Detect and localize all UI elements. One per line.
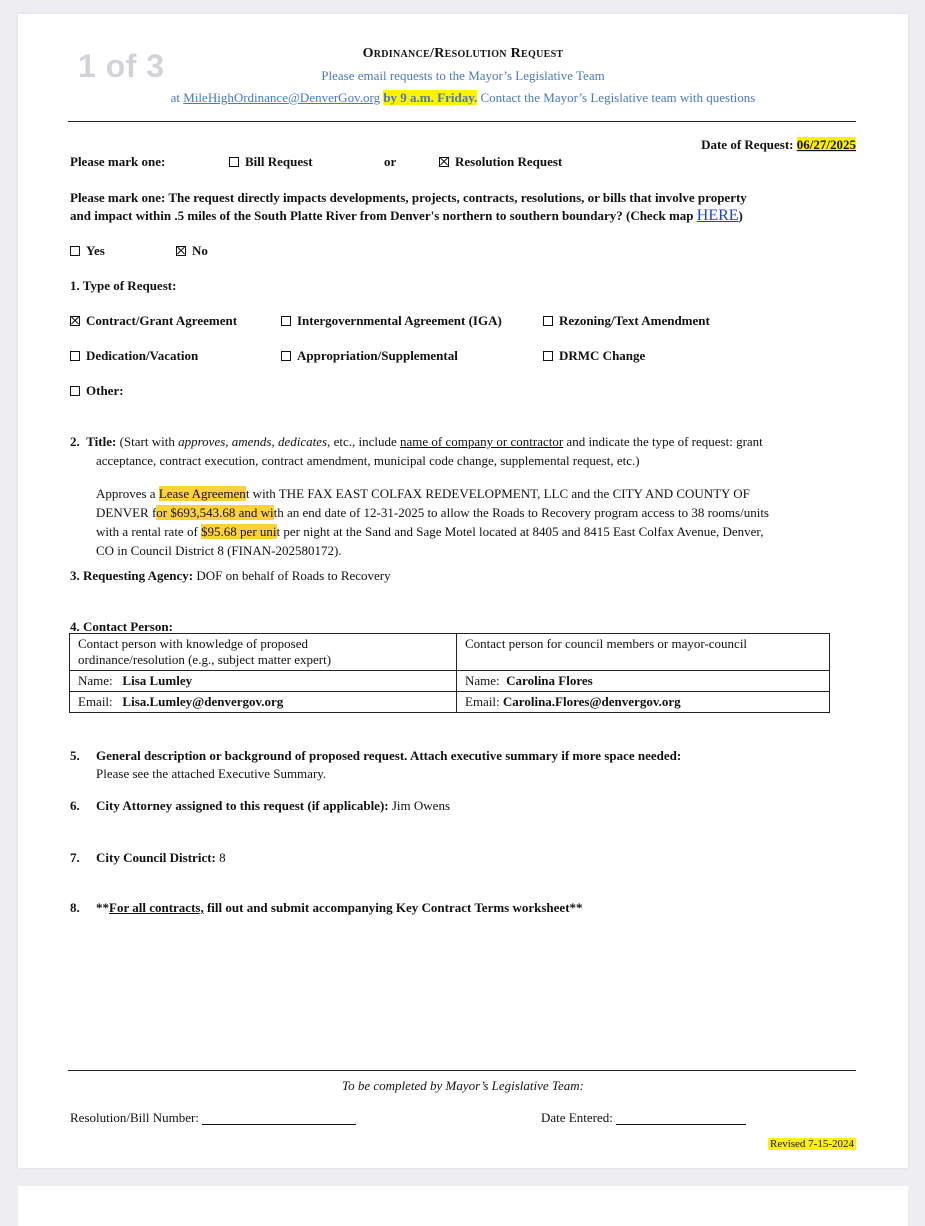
requesting-agency: 3. Requesting Agency: DOF on behalf of Roads to Recovery [70, 568, 391, 583]
council-contact-email[interactable]: Carolina.Flores@denvergov.org [502, 694, 681, 709]
date-entered-blank[interactable] [616, 1111, 746, 1125]
city-attorney-value: Jim Owens [391, 798, 451, 813]
requesting-agency-value: DOF on behalf of Roads to Recovery [196, 568, 391, 583]
lease-agreement-highlight: Lease Agreemen [158, 486, 246, 501]
title-instructions-line2: acceptance, contract execution, contract amendment, municipal code change, supplemental request, etc.) [96, 453, 640, 468]
sme-email[interactable]: Lisa.Lumley@denvergov.org [122, 694, 284, 709]
date-of-request-value[interactable]: 06/27/2025 [796, 137, 856, 152]
page-indicator: 1 of 3 [78, 48, 165, 84]
yes-checkbox[interactable] [70, 246, 80, 256]
deadline-text: by 9 a.m. Friday. [383, 90, 478, 105]
contract-grant-option[interactable]: Contract/Grant Agreement [70, 311, 237, 330]
rezoning-checkbox[interactable] [543, 316, 553, 326]
form-subtitle: Please email requests to the Mayor’s Legislative Team [321, 68, 605, 83]
date-entered-field: Date Entered: [541, 1108, 746, 1127]
drmc-option[interactable]: DRMC Change [543, 346, 645, 365]
other-option[interactable]: Other: [70, 381, 124, 400]
bill-request-option[interactable]: Bill Request [229, 152, 313, 171]
bill-request-checkbox[interactable] [229, 157, 239, 167]
date-of-request: Date of Request: 06/27/2025 [701, 137, 856, 152]
form-instructions: at MileHighOrdinance@DenverGov.org by 9 a.m. Friday. Contact the Mayor’s Legislative team with questions [170, 90, 756, 105]
south-platte-question-line1: Please mark one: The request directly impacts developments, projects, contracts, resolutions, or bills that involve property [70, 190, 747, 205]
item7-number: 7. [70, 850, 80, 865]
contact-table [69, 633, 830, 713]
revised-date: Revised 7-15-2024 [769, 1138, 854, 1150]
legislative-email-link[interactable]: MileHighOrdinance@DenverGov.org [183, 90, 381, 105]
type-of-request-heading: 1. Type of Request: [70, 278, 177, 293]
item7: City Council District: 8 [96, 850, 226, 865]
mark-one-label: Please mark one: [70, 154, 166, 169]
item8-number: 8. [70, 900, 80, 915]
contact-email-row: Email: Lisa.Lumley@denvergov.org Email: Carolina.Flores@denvergov.org [70, 692, 830, 713]
contact-name-row: Name: Lisa Lumley Name: Carolina Flores [70, 671, 830, 692]
contact-table-header-row: Contact person with knowledge of proposed ordinance/resolution (e.g., subject matter expert) Contact person for council members or mayor-council [70, 634, 830, 671]
amount-highlight: or $693,543.68 and wi [156, 505, 274, 520]
title-instructions-line1: 2. Title: (Start with approves, amends, dedicates, etc., include name of company or contractor and indicate the type of request: grant [70, 434, 763, 449]
footer-note: To be completed by Mayor’s Legislative Team: [342, 1078, 584, 1093]
item5-label: General description or background of proposed request. Attach executive summary if more space needed: [96, 748, 682, 763]
header-divider [68, 121, 856, 122]
no-option[interactable]: No [176, 241, 208, 260]
contact-person-heading: 4. Contact Person: [70, 619, 173, 634]
next-page-edge [18, 1186, 908, 1226]
map-here-link[interactable]: HERE [696, 207, 739, 224]
form-title: Ordinance/Resolution Request [362, 46, 564, 61]
council-district-value: 8 [219, 850, 226, 865]
iga-option[interactable]: Intergovernmental Agreement (IGA) [281, 311, 502, 330]
sme-name[interactable]: Lisa Lumley [122, 673, 193, 688]
item6: City Attorney assigned to this request (if applicable): Jim Owens [96, 798, 451, 813]
title-body: Approves a Lease Agreement with THE FAX EAST COLFAX REDEVELOPMENT, LLC and the CITY AND COUNTY OF DENVER for $693,543.68 and with an end date of 12-31-2025 to allow the Roads to Recovery program access to 38 rooms/units with a rental rate of $95.68 per unit per night at the Sand and Sage Motel located at 8405 and 8415 East Colfax Avenue, Denver, CO in Council District 8 (FINAN-202580172). [96, 486, 769, 558]
rezoning-option[interactable]: Rezoning/Text Amendment [543, 311, 710, 330]
bill-number-blank[interactable] [202, 1111, 356, 1125]
resolution-request-option[interactable]: Resolution Request [439, 152, 562, 171]
yes-option[interactable]: Yes [70, 241, 105, 260]
item5-value: Please see the attached Executive Summary. [96, 766, 327, 781]
appropriation-checkbox[interactable] [281, 351, 291, 361]
iga-checkbox[interactable] [281, 316, 291, 326]
dedication-option[interactable]: Dedication/Vacation [70, 346, 198, 365]
drmc-checkbox[interactable] [543, 351, 553, 361]
item8: **For all contracts, fill out and submit accompanying Key Contract Terms worksheet** [96, 900, 583, 915]
appropriation-option[interactable]: Appropriation/Supplemental [281, 346, 458, 365]
document-page [18, 14, 908, 1168]
contract-grant-checkbox[interactable] [70, 316, 80, 326]
item6-number: 6. [70, 798, 80, 813]
dedication-checkbox[interactable] [70, 351, 80, 361]
council-contact-name[interactable]: Carolina Flores [506, 673, 593, 688]
rate-highlight: $95.68 per uni [201, 524, 277, 539]
south-platte-question-line2: and impact within .5 miles of the South Platte River from Denver's northern to southern boundary? (Check map HERE) [70, 207, 743, 224]
resolution-request-checkbox[interactable] [439, 157, 449, 167]
or-text: or [384, 154, 397, 169]
no-checkbox[interactable] [176, 246, 186, 256]
bill-number-field: Resolution/Bill Number: [70, 1108, 356, 1127]
item5-number: 5. [70, 748, 80, 763]
footer-divider [68, 1070, 856, 1071]
other-checkbox[interactable] [70, 386, 80, 396]
